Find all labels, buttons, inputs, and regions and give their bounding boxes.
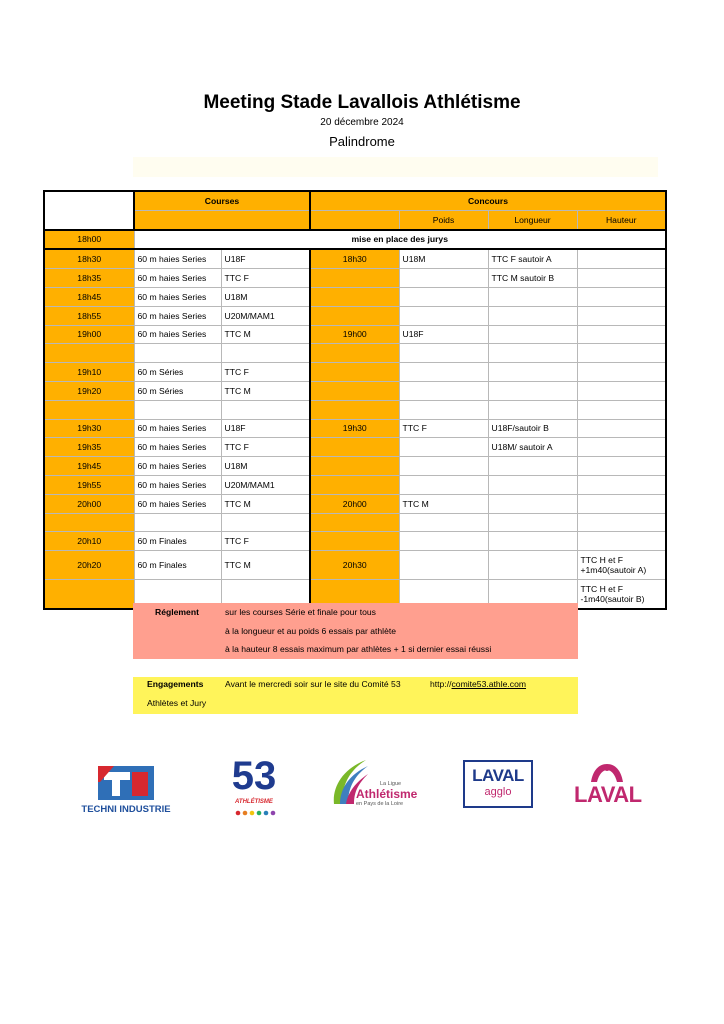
table-row	[44, 381, 666, 400]
event-cell	[134, 400, 221, 419]
poids-cell: TTC F	[399, 419, 488, 438]
concours-time-cell	[310, 344, 399, 363]
concours-time-cell: 20h30	[310, 551, 399, 580]
category-cell	[221, 400, 310, 419]
corner-cell	[44, 191, 134, 230]
concours-time-cell: 19h30	[310, 419, 399, 438]
time-cell: 20h10	[44, 532, 134, 551]
longueur-cell	[488, 287, 577, 306]
hauteur-cell	[577, 344, 666, 363]
header-courses: Courses	[134, 191, 310, 210]
longueur-cell	[488, 363, 577, 382]
engagements-text: Avant le mercredi soir sur le site du Comité 53	[225, 679, 401, 689]
event-cell: 60 m Séries	[134, 381, 221, 400]
time-cell: 18h45	[44, 287, 134, 306]
hauteur-cell	[577, 363, 666, 382]
longueur-cell	[488, 494, 577, 513]
hauteur-cell	[577, 269, 666, 288]
longueur-cell	[488, 381, 577, 400]
table-row	[44, 344, 666, 363]
category-cell: TTC M	[221, 325, 310, 344]
table-row	[44, 475, 666, 494]
poids-cell	[399, 475, 488, 494]
event-cell: 60 m haies Series	[134, 306, 221, 325]
poids-cell	[399, 438, 488, 457]
longueur-cell: TTC F sautoir A	[488, 249, 577, 268]
event-cell: 60 m Séries	[134, 363, 221, 382]
table-row	[44, 249, 666, 268]
poids-cell: TTC M	[399, 494, 488, 513]
table-row	[44, 419, 666, 438]
concours-time-cell	[310, 363, 399, 382]
reglement-box	[133, 603, 578, 659]
engagements-sub: Athlètes et Jury	[147, 698, 207, 708]
hauteur-cell	[577, 494, 666, 513]
header-concours: Concours	[310, 191, 666, 210]
longueur-cell: U18F/sautoir B	[488, 419, 577, 438]
laval-city-logo	[574, 760, 640, 810]
ligue-sub-text: en Pays de la Loire	[356, 801, 404, 807]
concours-time-cell	[310, 306, 399, 325]
event-cell: 60 m haies Series	[134, 287, 221, 306]
time-cell: 19h00	[44, 325, 134, 344]
time-cell: 18h30	[44, 249, 134, 268]
table-row	[44, 513, 666, 532]
comite53-number: 53	[231, 754, 277, 798]
concours-time-cell	[310, 400, 399, 419]
table-row	[44, 551, 666, 580]
category-cell: TTC M	[221, 551, 310, 580]
poids-cell	[399, 513, 488, 532]
longueur-cell	[488, 457, 577, 476]
poids-cell	[399, 381, 488, 400]
ligue-top-text: La Ligue	[380, 781, 402, 787]
poids-cell	[399, 344, 488, 363]
engagements-label: Engagements	[147, 679, 204, 689]
header-hauteur: Hauteur	[577, 210, 666, 229]
event-cell: 60 m haies Series	[134, 325, 221, 344]
event-cell: 60 m Finales	[134, 532, 221, 551]
comite53-sub: ATHLÉTISME	[235, 799, 273, 805]
concours-time-cell	[310, 269, 399, 288]
jury-setup: mise en place des jurys	[134, 230, 666, 250]
time-cell	[44, 580, 134, 610]
poids-cell	[399, 306, 488, 325]
category-cell: TTC F	[221, 363, 310, 382]
longueur-cell	[488, 475, 577, 494]
reglement-line-3: à la hauteur 8 essais maximum par athlètes + 1 si dernier essai réussi	[225, 644, 492, 654]
laval-agglo-top: LAVAL	[472, 766, 524, 785]
hauteur-cell	[577, 513, 666, 532]
laval-city-text: LAVAL	[574, 782, 642, 807]
event-cell: 60 m haies Series	[134, 457, 221, 476]
hauteur-cell	[577, 457, 666, 476]
concours-time-cell	[310, 475, 399, 494]
category-cell: TTC F	[221, 269, 310, 288]
poids-cell	[399, 363, 488, 382]
concours-time-cell	[310, 457, 399, 476]
engagements-box	[133, 677, 578, 714]
event-cell: 60 m haies Series	[134, 249, 221, 268]
table-row	[44, 532, 666, 551]
event-cell: 60 m haies Series	[134, 475, 221, 494]
event-cell	[134, 513, 221, 532]
category-cell: U18M	[221, 457, 310, 476]
concours-time-cell	[310, 438, 399, 457]
header-concours-time	[310, 210, 399, 229]
hauteur-cell	[577, 400, 666, 419]
page-title: Meeting Stade Lavallois Athlétisme	[203, 92, 521, 113]
table-row	[44, 269, 666, 288]
category-cell	[221, 513, 310, 532]
header-courses-sub	[134, 210, 310, 229]
hauteur-cell	[577, 325, 666, 344]
table-row	[44, 363, 666, 382]
table-row	[44, 306, 666, 325]
time-cell: 19h35	[44, 438, 134, 457]
longueur-cell	[488, 344, 577, 363]
concours-time-cell: 18h30	[310, 249, 399, 268]
time-cell: 19h45	[44, 457, 134, 476]
longueur-cell	[488, 513, 577, 532]
table-row	[44, 287, 666, 306]
longueur-cell: TTC M sautoir B	[488, 269, 577, 288]
poids-cell	[399, 269, 488, 288]
hauteur-cell	[577, 287, 666, 306]
category-cell	[221, 344, 310, 363]
reglement-line-2: à la longueur et au poids 6 essais par athlète	[225, 626, 397, 636]
poids-cell	[399, 457, 488, 476]
event-cell: 60 m haies Series	[134, 419, 221, 438]
hauteur-cell	[577, 249, 666, 268]
concours-time-cell	[310, 532, 399, 551]
longueur-cell	[488, 532, 577, 551]
start-time: 18h00	[44, 230, 134, 250]
url-link[interactable]: comite53.athle.com	[451, 679, 527, 689]
category-cell: U18F	[221, 249, 310, 268]
poids-cell	[399, 551, 488, 580]
ligue-main-text: Athlétisme	[356, 787, 418, 801]
category-cell: TTC F	[221, 438, 310, 457]
table-row	[44, 400, 666, 419]
time-cell: 19h20	[44, 381, 134, 400]
table-row	[44, 457, 666, 476]
colored-dots-icon	[218, 809, 290, 817]
hauteur-cell: TTC H et F -1m40(sautoir B)	[577, 580, 666, 610]
techni-industrie-logo	[70, 760, 182, 820]
header-longueur: Longueur	[488, 210, 577, 229]
category-cell: U20M/MAM1	[221, 475, 310, 494]
hauteur-cell	[577, 438, 666, 457]
category-cell: U20M/MAM1	[221, 306, 310, 325]
poids-cell	[399, 532, 488, 551]
time-cell: 19h55	[44, 475, 134, 494]
event-cell: 60 m haies Series	[134, 269, 221, 288]
techni-industrie-text: TECHNI INDUSTRIE	[81, 804, 171, 815]
concours-time-cell	[310, 381, 399, 400]
hauteur-cell	[577, 419, 666, 438]
event-cell	[134, 344, 221, 363]
table-row	[44, 494, 666, 513]
time-cell	[44, 513, 134, 532]
time-cell: 20h00	[44, 494, 134, 513]
header-poids: Poids	[399, 210, 488, 229]
url-prefix: http://	[430, 679, 452, 689]
time-cell	[44, 344, 134, 363]
reglement-label: Réglement	[155, 607, 199, 617]
event-cell: 60 m haies Series	[134, 494, 221, 513]
time-cell	[44, 400, 134, 419]
time-cell: 18h35	[44, 269, 134, 288]
concours-time-cell: 20h00	[310, 494, 399, 513]
engagements-url[interactable]	[430, 679, 526, 689]
hauteur-cell: TTC H et F +1m40(sautoir A)	[577, 551, 666, 580]
longueur-cell	[488, 306, 577, 325]
concours-time-cell	[310, 513, 399, 532]
decorative-band	[133, 157, 658, 177]
ligue-pays-de-la-loire-logo	[330, 756, 422, 814]
techni-industrie-emblem-icon	[70, 760, 182, 804]
poids-cell	[399, 287, 488, 306]
poids-cell: U18M	[399, 249, 488, 268]
hauteur-cell	[577, 475, 666, 494]
category-cell: TTC M	[221, 381, 310, 400]
event-cell: 60 m haies Series	[134, 438, 221, 457]
poids-cell: U18F	[399, 325, 488, 344]
hauteur-cell	[577, 532, 666, 551]
time-cell: 19h10	[44, 363, 134, 382]
comite53-logo	[218, 754, 290, 818]
table-row	[44, 325, 666, 344]
longueur-cell	[488, 325, 577, 344]
laval-agglo-logo	[463, 760, 533, 808]
page-subtitle: Palindrome	[329, 134, 395, 149]
laval-agglo-bottom: agglo	[484, 786, 512, 798]
schedule-table	[43, 190, 667, 610]
hauteur-cell	[577, 381, 666, 400]
category-cell: TTC F	[221, 532, 310, 551]
category-cell: U18M	[221, 287, 310, 306]
longueur-cell	[488, 400, 577, 419]
table-row	[44, 438, 666, 457]
category-cell: TTC M	[221, 494, 310, 513]
poids-cell	[399, 400, 488, 419]
category-cell: U18F	[221, 419, 310, 438]
concours-time-cell: 19h00	[310, 325, 399, 344]
longueur-cell	[488, 551, 577, 580]
hauteur-cell	[577, 306, 666, 325]
event-date: 20 décembre 2024	[320, 117, 404, 128]
concours-time-cell	[310, 287, 399, 306]
time-cell: 20h20	[44, 551, 134, 580]
time-cell: 18h55	[44, 306, 134, 325]
event-cell: 60 m Finales	[134, 551, 221, 580]
time-cell: 19h30	[44, 419, 134, 438]
longueur-cell: U18M/ sautoir A	[488, 438, 577, 457]
lion-icon	[587, 760, 627, 784]
reglement-line-1: sur les courses Série et finale pour tous	[225, 607, 376, 617]
